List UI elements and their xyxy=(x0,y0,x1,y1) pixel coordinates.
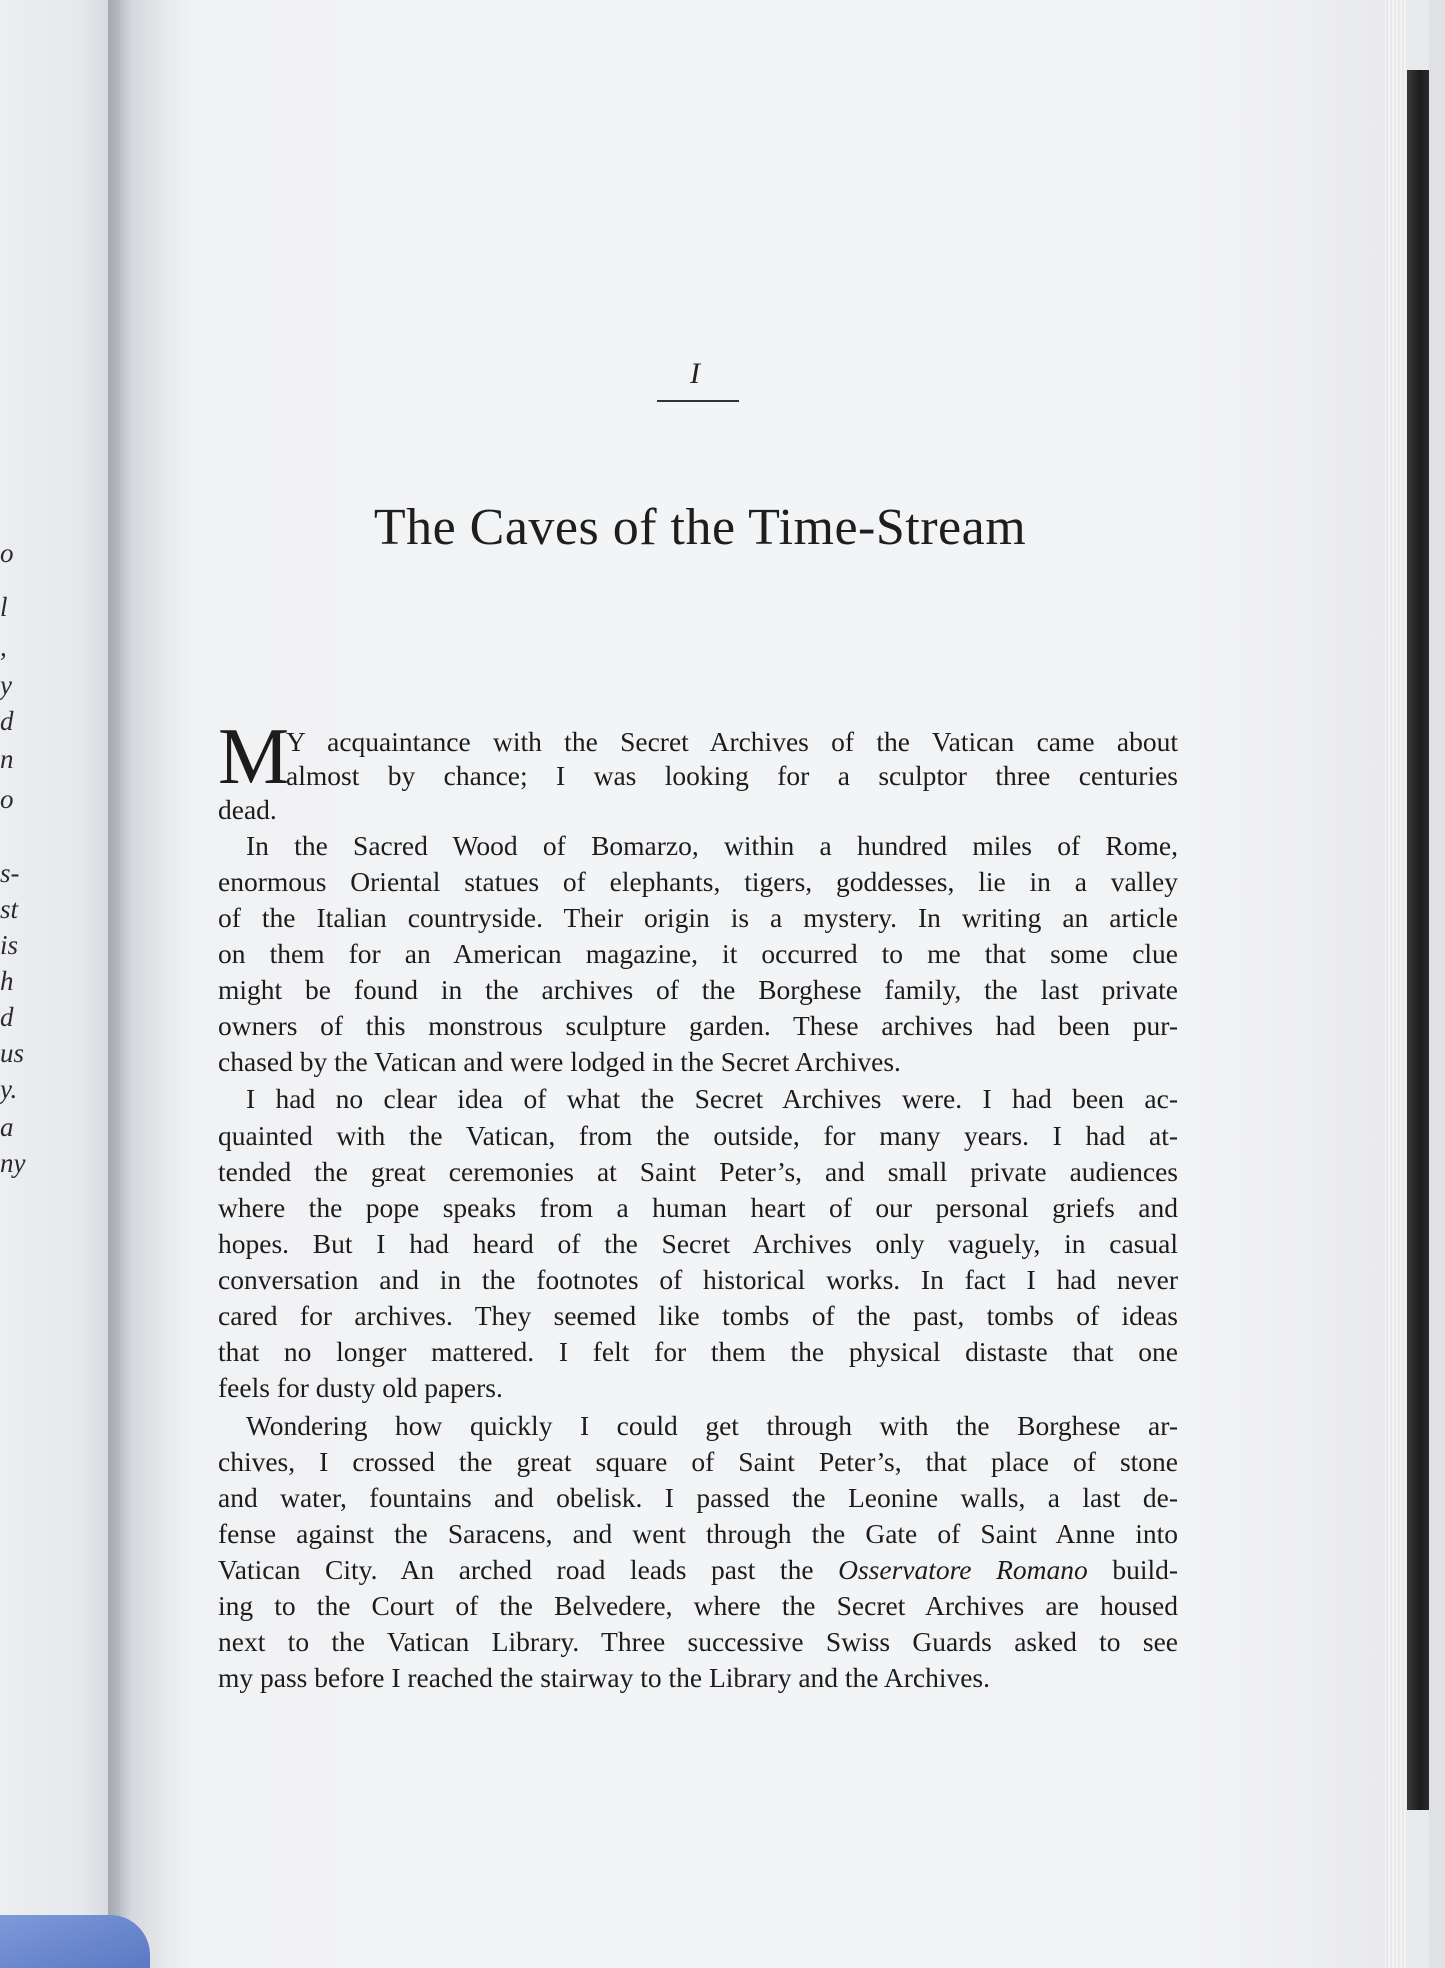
book-cover-edge xyxy=(1407,70,1429,1810)
drop-cap: M xyxy=(218,713,290,801)
background-surface xyxy=(1429,0,1445,1968)
margin-fragment: l xyxy=(0,592,8,622)
text-line: Wondering how quickly I could get through with the Borghese ar- xyxy=(246,1410,1178,1441)
margin-fragment: s- xyxy=(0,858,20,888)
margin-fragment: y xyxy=(0,670,12,700)
margin-fragment: h xyxy=(0,966,14,996)
text-line: where the pope speaks from a human heart of our personal griefs and xyxy=(218,1192,1178,1223)
text-line: and water, fountains and obelisk. I passed the Leonine walls, a last de- xyxy=(218,1482,1178,1513)
blue-cloth-corner xyxy=(0,1915,150,1968)
page-edges xyxy=(1385,0,1407,1968)
chapter-number: I xyxy=(690,357,700,390)
margin-fragment: d xyxy=(0,1002,14,1032)
text-line: tended the great ceremonies at Saint Peter’s, and small private audiences xyxy=(218,1156,1178,1187)
text-line: might be found in the archives of the Borghese family, the last private xyxy=(218,974,1178,1005)
text-line: hopes. But I had heard of the Secret Archives only vaguely, in casual xyxy=(218,1228,1178,1259)
text-line: owners of this monstrous sculpture garden. These archives had been pur- xyxy=(218,1010,1178,1041)
newspaper-name-italic: Osservatore Romano xyxy=(838,1554,1088,1585)
book-gutter-shadow xyxy=(108,0,168,1968)
margin-fragment: o xyxy=(0,538,14,568)
margin-fragment: is xyxy=(0,930,19,960)
text-line: chives, I crossed the great square of Saint Peter’s, that place of stone xyxy=(218,1446,1178,1477)
text-fragment: Vatican City. An arched road leads past the xyxy=(218,1554,814,1585)
text-line: dead. xyxy=(218,794,277,825)
text-line: next to the Vatican Library. Three successive Swiss Guards asked to see xyxy=(218,1626,1178,1657)
text-line: fense against the Saracens, and went through the Gate of Saint Anne into xyxy=(218,1518,1178,1549)
margin-fragment: o xyxy=(0,784,14,814)
margin-fragment: a xyxy=(0,1112,14,1142)
text-line: conversation and in the footnotes of historical works. In fact I had never xyxy=(218,1264,1178,1295)
text-line: quainted with the Vatican, from the outside, for many years. I had at- xyxy=(218,1120,1178,1151)
margin-fragment: us xyxy=(0,1038,25,1068)
margin-fragment: d xyxy=(0,706,14,736)
text-line: of the Italian countryside. Their origin is a mystery. In writing an article xyxy=(218,902,1178,933)
chapter-divider-rule xyxy=(657,400,739,402)
text-fragment: build- xyxy=(1112,1554,1179,1585)
margin-fragment: y. xyxy=(0,1074,18,1104)
text-line: feels for dusty old papers. xyxy=(218,1372,503,1403)
text-line: on them for an American magazine, it occurred to me that some clue xyxy=(218,938,1178,969)
text-line: chased by the Vatican and were lodged in the Secret Archives. xyxy=(218,1046,901,1077)
margin-fragment: st xyxy=(0,894,19,924)
margin-fragment: ny xyxy=(0,1148,26,1178)
text-line: ing to the Court of the Belvedere, where the Secret Archives are housed xyxy=(218,1590,1178,1621)
text-line-with-italic xyxy=(218,1553,1178,1587)
chapter-title: The Caves of the Time-Stream xyxy=(373,499,1027,556)
text-line: my pass before I reached the stairway to the Library and the Archives. xyxy=(218,1662,991,1693)
margin-fragment: n xyxy=(0,744,14,774)
text-line: cared for archives. They seemed like tombs of the past, tombs of ideas xyxy=(218,1300,1178,1331)
text-line: that no longer mattered. I felt for them the physical distaste that one xyxy=(218,1336,1178,1367)
margin-fragment: , xyxy=(0,632,7,662)
text-line: I had no clear idea of what the Secret Archives were. I had been ac- xyxy=(246,1083,1178,1114)
text-line: almost by chance; I was looking for a sculptor three centuries xyxy=(286,760,1178,791)
text-line: enormous Oriental statues of elephants, tigers, goddesses, lie in a valley xyxy=(218,866,1178,897)
text-line: In the Sacred Wood of Bomarzo, within a hundred miles of Rome, xyxy=(246,830,1178,861)
text-line: Y acquaintance with the Secret Archives of the Vatican came about xyxy=(286,726,1178,757)
